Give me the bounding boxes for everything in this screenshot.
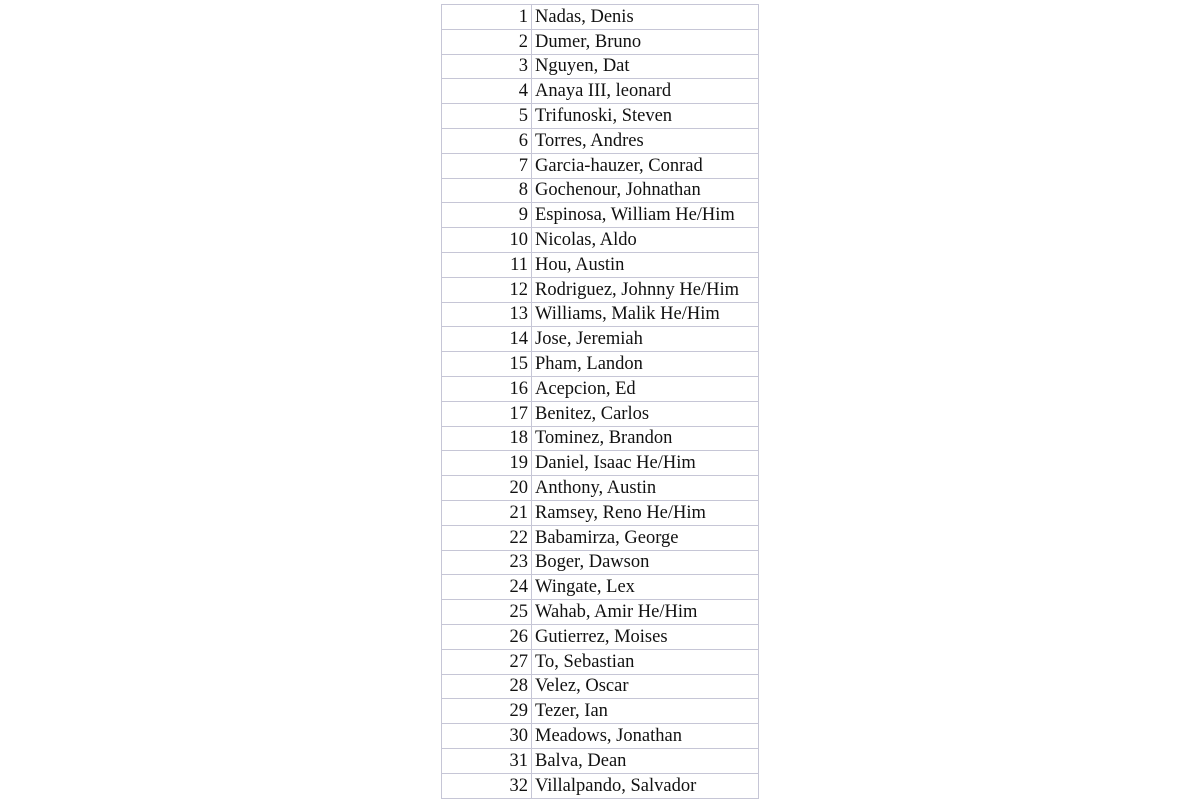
student-name-cell: Jose, Jeremiah: [532, 327, 759, 352]
table-row: [442, 476, 759, 501]
student-name-cell: Ramsey, Reno He/Him: [532, 500, 759, 525]
row-number-cell: 11: [442, 252, 532, 277]
student-name-cell: Villalpando, Salvador: [532, 773, 759, 798]
student-name-cell: Anthony, Austin: [532, 476, 759, 501]
student-name-cell: Anaya III, leonard: [532, 79, 759, 104]
student-name-cell: Torres, Andres: [532, 128, 759, 153]
row-number-cell: 1: [442, 5, 532, 30]
table-row: [442, 550, 759, 575]
roster-table-body: [442, 5, 759, 799]
student-name-cell: Benitez, Carlos: [532, 401, 759, 426]
table-row: [442, 773, 759, 798]
row-number-cell: 26: [442, 624, 532, 649]
student-name-cell: Trifunoski, Steven: [532, 104, 759, 129]
row-number-cell: 18: [442, 426, 532, 451]
table-row: [442, 500, 759, 525]
table-row: [442, 401, 759, 426]
table-row: [442, 54, 759, 79]
row-number-cell: 25: [442, 600, 532, 625]
row-number-cell: 6: [442, 128, 532, 153]
table-row: [442, 5, 759, 30]
student-name-cell: Wingate, Lex: [532, 575, 759, 600]
table-row: [442, 376, 759, 401]
roster-table: [441, 4, 759, 799]
table-row: [442, 252, 759, 277]
row-number-cell: 5: [442, 104, 532, 129]
table-row: [442, 29, 759, 54]
student-name-cell: Rodriguez, Johnny He/Him: [532, 277, 759, 302]
student-name-cell: Velez, Oscar: [532, 674, 759, 699]
table-row: [442, 104, 759, 129]
table-row: [442, 451, 759, 476]
student-name-cell: Nicolas, Aldo: [532, 228, 759, 253]
row-number-cell: 27: [442, 649, 532, 674]
row-number-cell: 2: [442, 29, 532, 54]
row-number-cell: 9: [442, 203, 532, 228]
student-name-cell: Balva, Dean: [532, 748, 759, 773]
table-row: [442, 203, 759, 228]
table-row: [442, 128, 759, 153]
row-number-cell: 30: [442, 724, 532, 749]
table-row: [442, 575, 759, 600]
student-name-cell: Daniel, Isaac He/Him: [532, 451, 759, 476]
row-number-cell: 8: [442, 178, 532, 203]
row-number-cell: 31: [442, 748, 532, 773]
table-row: [442, 327, 759, 352]
student-name-cell: Dumer, Bruno: [532, 29, 759, 54]
row-number-cell: 15: [442, 352, 532, 377]
student-name-cell: Boger, Dawson: [532, 550, 759, 575]
table-row: [442, 153, 759, 178]
student-name-cell: Gutierrez, Moises: [532, 624, 759, 649]
table-row: [442, 699, 759, 724]
student-name-cell: Babamirza, George: [532, 525, 759, 550]
student-name-cell: Espinosa, William He/Him: [532, 203, 759, 228]
row-number-cell: 3: [442, 54, 532, 79]
table-row: [442, 525, 759, 550]
table-row: [442, 724, 759, 749]
table-row: [442, 600, 759, 625]
table-row: [442, 228, 759, 253]
table-row: [442, 624, 759, 649]
row-number-cell: 32: [442, 773, 532, 798]
row-number-cell: 19: [442, 451, 532, 476]
row-number-cell: 21: [442, 500, 532, 525]
student-name-cell: Gochenour, Johnathan: [532, 178, 759, 203]
row-number-cell: 20: [442, 476, 532, 501]
table-row: [442, 426, 759, 451]
student-name-cell: Pham, Landon: [532, 352, 759, 377]
student-name-cell: Nguyen, Dat: [532, 54, 759, 79]
table-row: [442, 302, 759, 327]
table-row: [442, 352, 759, 377]
row-number-cell: 16: [442, 376, 532, 401]
row-number-cell: 17: [442, 401, 532, 426]
row-number-cell: 13: [442, 302, 532, 327]
row-number-cell: 14: [442, 327, 532, 352]
row-number-cell: 12: [442, 277, 532, 302]
row-number-cell: 10: [442, 228, 532, 253]
row-number-cell: 22: [442, 525, 532, 550]
row-number-cell: 24: [442, 575, 532, 600]
table-row: [442, 748, 759, 773]
student-name-cell: Tezer, Ian: [532, 699, 759, 724]
student-name-cell: Garcia-hauzer, Conrad: [532, 153, 759, 178]
student-name-cell: Hou, Austin: [532, 252, 759, 277]
table-row: [442, 674, 759, 699]
student-name-cell: To, Sebastian: [532, 649, 759, 674]
student-name-cell: Nadas, Denis: [532, 5, 759, 30]
student-name-cell: Wahab, Amir He/Him: [532, 600, 759, 625]
table-row: [442, 649, 759, 674]
row-number-cell: 28: [442, 674, 532, 699]
row-number-cell: 7: [442, 153, 532, 178]
row-number-cell: 29: [442, 699, 532, 724]
row-number-cell: 4: [442, 79, 532, 104]
student-name-cell: Tominez, Brandon: [532, 426, 759, 451]
table-row: [442, 277, 759, 302]
table-row: [442, 79, 759, 104]
row-number-cell: 23: [442, 550, 532, 575]
student-name-cell: Acepcion, Ed: [532, 376, 759, 401]
student-name-cell: Williams, Malik He/Him: [532, 302, 759, 327]
student-name-cell: Meadows, Jonathan: [532, 724, 759, 749]
table-row: [442, 178, 759, 203]
